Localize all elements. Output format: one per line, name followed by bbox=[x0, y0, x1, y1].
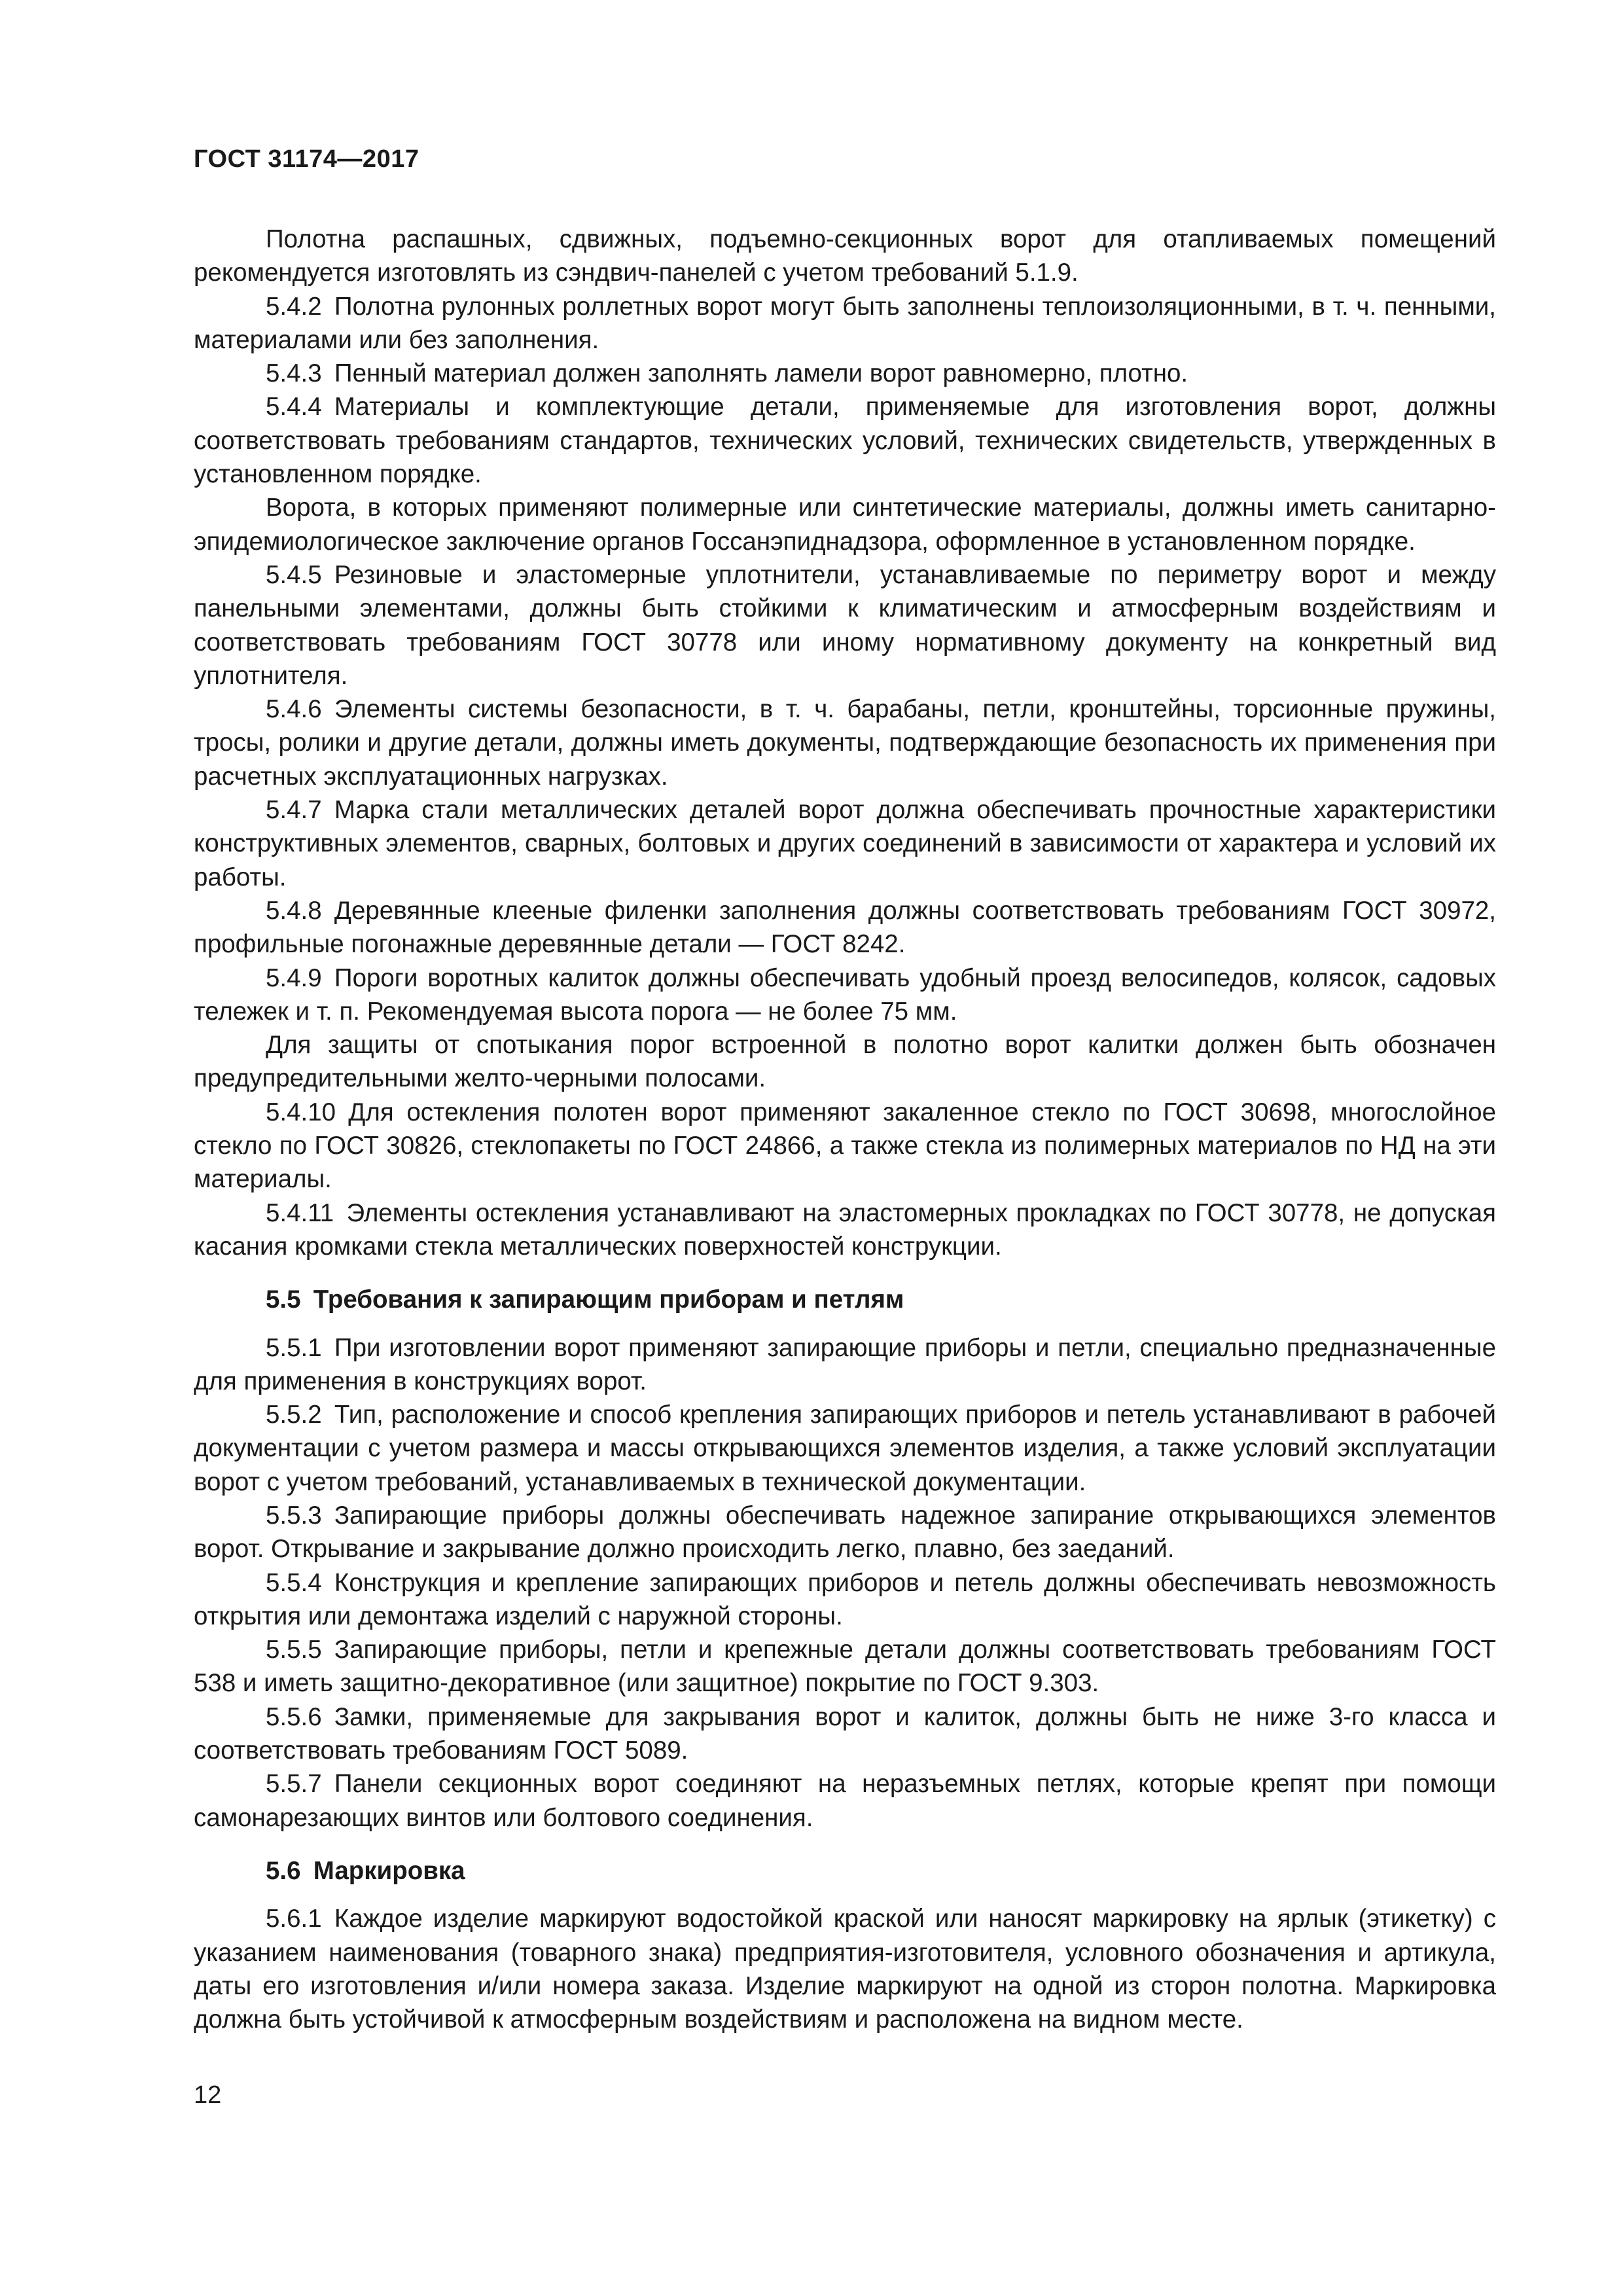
clause-number: 5.4.6 bbox=[266, 695, 322, 724]
clause-5-5-2 bbox=[194, 1398, 1496, 1499]
clause-text: Материалы и комплектующие детали, применяемые для изготовления ворот, должны соответствовать требованиям стандартов, технических условий, технических свидетельств, утвержденных в установленном порядке. bbox=[194, 393, 1496, 489]
clause-text: Пенный материал должен заполнять ламели ворот равномерно, плотно. bbox=[334, 359, 1188, 388]
paragraph-text: Полотна распашных, сдвижных, подъемно-секционных ворот для отапливаемых помещений рекомендуется изготовлять из сэндвич-панелей с учетом требований 5.1.9. bbox=[194, 225, 1496, 287]
paragraph-text: Для защиты от спотыкания порог встроенной в полотно ворот калитки должен быть обозначен предупредительными желто-черными полосами. bbox=[194, 1031, 1496, 1093]
clause-number: 5.4.9 bbox=[266, 963, 322, 992]
clause-number: 5.4.8 bbox=[266, 896, 322, 925]
clause-5-5-6 bbox=[194, 1700, 1496, 1768]
clause-number: 5.5.2 bbox=[266, 1401, 322, 1429]
clause-number: 5.4.11 bbox=[266, 1198, 334, 1227]
clause-text: Каждое изделие маркируют водостойкой краской или наносят маркировку на ярлык (этикетку) с указанием наименования (товарного знака) предприятия-изготовителя, условного обозначения и артикула, даты его изготовления и/или номера заказа. Изделие маркируют на одной из сторон полотна. Маркировка должна быть устойчивой к атмосферным воздействиям и расположена на видном месте. bbox=[194, 1905, 1496, 2034]
clause-text: Марка стали металлических деталей ворот должна обеспечивать прочностные характеристики конструктивных элементов, сварных, болтовых и других соединений в зависимости от характера и условий их работы. bbox=[194, 796, 1496, 891]
clause-text: Замки, применяемые для закрывания ворот и калиток, должны быть не ниже 3-го класса и соответствовать требованиям ГОСТ 5089. bbox=[194, 1702, 1496, 1765]
document-body bbox=[194, 223, 1496, 2036]
clause-text: Конструкция и крепление запирающих приборов и петель должны обеспечивать невозможность открытия или демонтажа изделий с наружной стороны. bbox=[194, 1568, 1496, 1630]
clause-text: Деревянные клееные филенки заполнения должны соответствовать требованиям ГОСТ 30972, профильные погонажные деревянные детали — ГОСТ 8242. bbox=[194, 896, 1496, 959]
clause-text: Для остекления полотен ворот применяют закаленное стекло по ГОСТ 30698, многослойное стекло по ГОСТ 30826, стеклопакеты по ГОСТ 24866, а также стекла из полимерных материалов по НД на эти материалы. bbox=[194, 1098, 1496, 1194]
paragraph bbox=[194, 491, 1496, 558]
paragraph bbox=[194, 223, 1496, 290]
section-heading-5-5 bbox=[194, 1283, 1496, 1316]
clause-number: 5.4.3 bbox=[266, 359, 322, 388]
clause-5-5-5 bbox=[194, 1633, 1496, 1700]
clause-5-4-2 bbox=[194, 290, 1496, 357]
clause-number: 5.5.4 bbox=[266, 1568, 322, 1597]
section-heading-5-6 bbox=[194, 1854, 1496, 1888]
clause-number: 5.4.10 bbox=[266, 1098, 336, 1126]
document-header: ГОСТ 31174—2017 bbox=[194, 145, 419, 173]
clause-5-4-11 bbox=[194, 1196, 1496, 1264]
clause-5-5-7 bbox=[194, 1767, 1496, 1835]
clause-text: Элементы системы безопасности, в т. ч. барабаны, петли, кронштейны, торсионные пружины, тросы, ролики и другие детали, должны иметь документы, подтверждающие безопасность их применения при расчетных эксплуатационных нагрузках. bbox=[194, 695, 1496, 791]
clause-text: При изготовлении ворот применяют запирающие приборы и петли, специально предназначенные для применения в конструкциях ворот. bbox=[194, 1333, 1496, 1395]
clause-5-4-4 bbox=[194, 390, 1496, 491]
clause-text: Запирающие приборы, петли и крепежные детали должны соответствовать требованиям ГОСТ 538 и иметь защитно-декоративное (или защитное) покрытие по ГОСТ 9.303. bbox=[194, 1636, 1496, 1698]
clause-number: 5.5.7 bbox=[266, 1770, 322, 1799]
clause-text: Полотна рулонных роллетных ворот могут быть заполнены теплоизоляционными, в т. ч. пенными, материалами или без заполнения. bbox=[194, 292, 1496, 354]
section-title: Маркировка bbox=[313, 1856, 465, 1885]
section-title: Требования к запирающим приборам и петлям bbox=[313, 1285, 904, 1314]
clause-5-5-3 bbox=[194, 1499, 1496, 1566]
clause-number: 5.5.3 bbox=[266, 1501, 322, 1530]
clause-number: 5.6.1 bbox=[266, 1905, 322, 1933]
clause-number: 5.5.5 bbox=[266, 1636, 322, 1664]
clause-text: Пороги воротных калиток должны обеспечивать удобный проезд велосипедов, колясок, садовых тележек и т. п. Рекомендуемая высота порога — не более 75 мм. bbox=[194, 963, 1496, 1026]
clause-number: 5.4.2 bbox=[266, 292, 322, 321]
section-number: 5.5 bbox=[266, 1285, 301, 1314]
clause-5-4-10 bbox=[194, 1096, 1496, 1196]
clause-text: Панели секционных ворот соединяют на неразъемных петлях, которые крепят при помощи самонарезающих винтов или болтового соединения. bbox=[194, 1770, 1496, 1832]
clause-5-4-8 bbox=[194, 894, 1496, 961]
clause-text: Резиновые и эластомерные уплотнители, устанавливаемые по периметру ворот и между панельными элементами, должны быть стойкими к климатическим и атмосферным воздействиям и соответствовать требованиям ГОСТ 30778 или иному нормативному документу на конкретный вид уплотнителя. bbox=[194, 560, 1496, 690]
clause-5-4-7 bbox=[194, 793, 1496, 894]
clause-text: Тип, расположение и способ крепления запирающих приборов и петель устанавливают в рабочей документации с учетом размера и массы открывающихся элементов изделия, а также условий эксплуатации ворот с учетом требований, устанавливаемых в технической документации. bbox=[194, 1401, 1496, 1496]
section-number: 5.6 bbox=[266, 1856, 301, 1885]
page-number: 12 bbox=[194, 2081, 222, 2109]
clause-number: 5.5.6 bbox=[266, 1702, 322, 1731]
clause-5-4-5 bbox=[194, 558, 1496, 692]
clause-5-5-1 bbox=[194, 1331, 1496, 1399]
clause-number: 5.4.5 bbox=[266, 560, 322, 589]
paragraph bbox=[194, 1028, 1496, 1096]
clause-number: 5.5.1 bbox=[266, 1333, 322, 1362]
clause-5-4-9 bbox=[194, 961, 1496, 1029]
clause-5-4-3 bbox=[194, 357, 1496, 390]
clause-5-6-1 bbox=[194, 1902, 1496, 2036]
clause-text: Элементы остекления устанавливают на эластомерных прокладках по ГОСТ 30778, не допуская касания кромками стекла металлических поверхностей конструкции. bbox=[194, 1198, 1496, 1261]
clause-number: 5.4.4 bbox=[266, 393, 322, 422]
paragraph-text: Ворота, в которых применяют полимерные или синтетические материалы, должны иметь санитарно-эпидемиологическое заключение органов Госсанэпиднадзора, оформленное в установленном порядке. bbox=[194, 493, 1496, 556]
clause-text: Запирающие приборы должны обеспечивать надежное запирание открывающихся элементов ворот. Открывание и закрывание должно происходить легко, плавно, без заеданий. bbox=[194, 1501, 1496, 1564]
clause-number: 5.4.7 bbox=[266, 796, 322, 825]
clause-5-4-6 bbox=[194, 692, 1496, 793]
clause-5-5-4 bbox=[194, 1566, 1496, 1634]
